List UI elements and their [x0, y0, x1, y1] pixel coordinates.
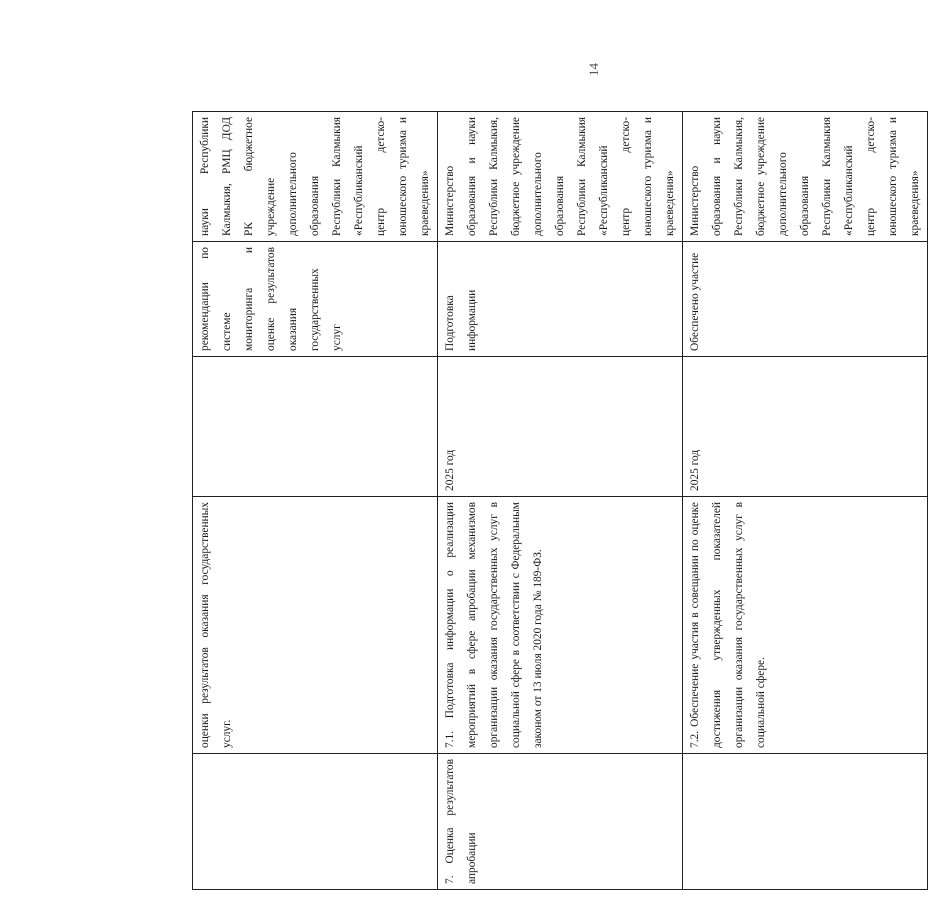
table-cell: [193, 357, 438, 497]
table-cell: 7.1. Подготовка информации о реализации мероприятий в сфере апробации механизмов организации оказания государственных услуг в социальной сфере в соответствии с Федеральным законом от 13 июля 2020 года № 189-ФЗ.: [438, 497, 683, 754]
table-cell: науки Республики Калмыкия, РМЦ ДОД РК бюджетное учреждение дополнительного образования Республики Калмыкия «Республиканский центр детско-юношеского туризма и краеведения»: [193, 112, 438, 242]
table-cell: 7.2. Обеспечение участия в совещании по оценке достижения утвержденных показателей организации оказания государственных услуг в социальной сфере.: [683, 497, 928, 754]
table-cell: Подготовка информации: [438, 242, 683, 357]
plan-table: [192, 111, 928, 890]
table-cell: Обеспечено участие: [683, 242, 928, 357]
table-row: [193, 112, 438, 890]
page-number: 14: [586, 63, 601, 76]
table-cell: рекомендации по системе мониторинга и оценке результатов оказания государственных услуг: [193, 242, 438, 357]
table-row: [438, 112, 683, 890]
table-cell: [193, 754, 438, 890]
table-cell: 7. Оценка результатов апробации: [438, 754, 683, 890]
table-cell: [683, 754, 928, 890]
table-cell: оценки результатов оказания государственных услуг.: [193, 497, 438, 754]
table-cell: 2025 год: [438, 357, 683, 497]
table-cell: 2025 год: [683, 357, 928, 497]
table-row: [683, 112, 928, 890]
table-cell: Министерство образования и науки Республики Калмыкия, бюджетное учреждение дополнительного образования Республики Калмыкия «Республиканский центр детско-юношеского туризма и краеведения»: [438, 112, 683, 242]
table-cell: Министерство образования и науки Республики Калмыкия, бюджетное учреждение дополнительного образования Республики Калмыкия «Республиканский центр детско-юношеского туризма и краеведения»: [683, 112, 928, 242]
